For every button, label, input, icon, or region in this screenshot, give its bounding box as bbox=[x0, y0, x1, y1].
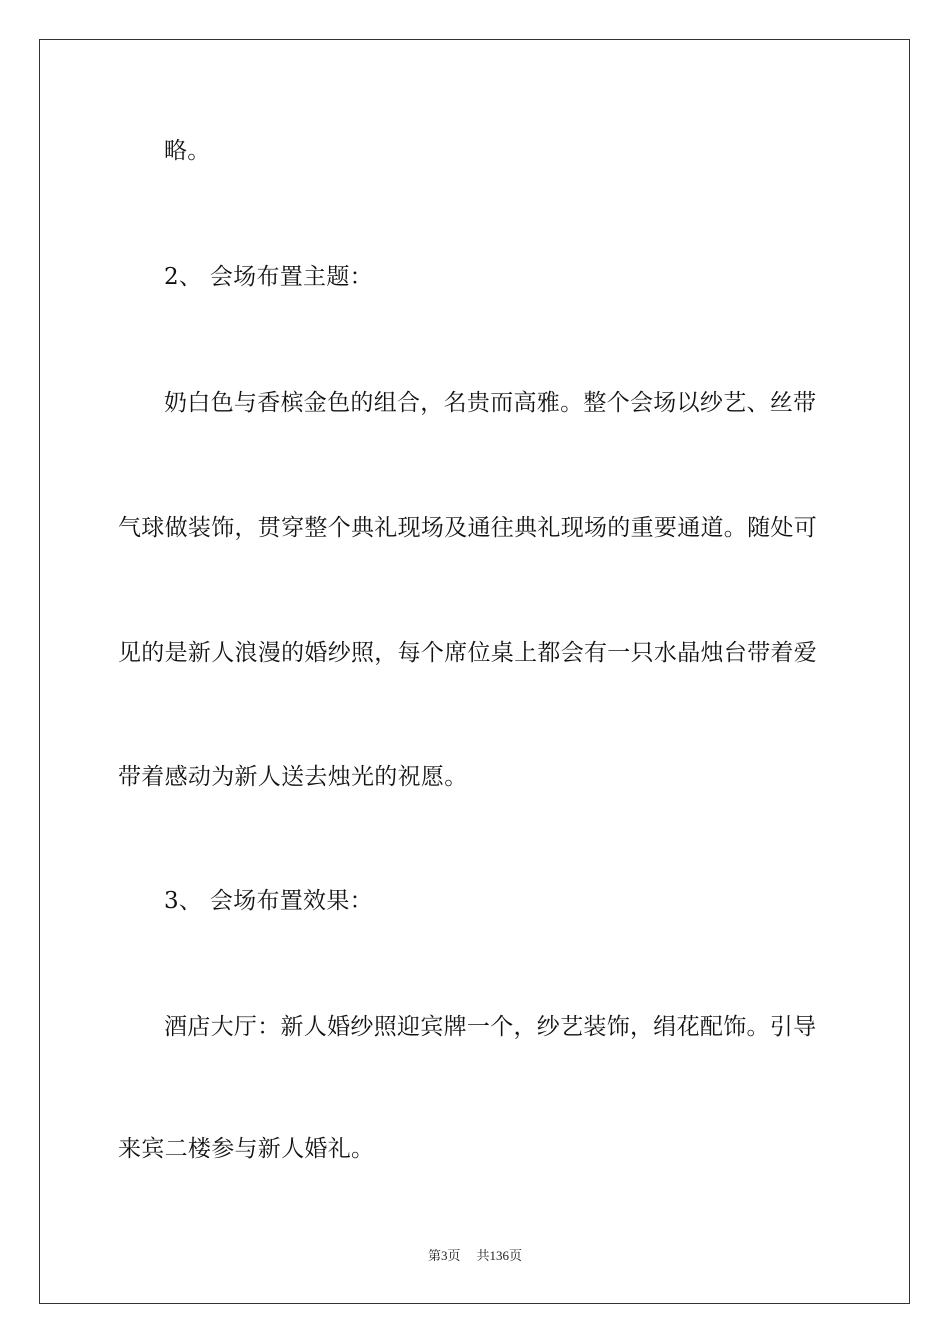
page-total: 共136页 bbox=[476, 1248, 523, 1263]
paragraph-line: 奶白色与香槟金色的组合，名贵而高雅。整个会场以纱艺、丝带 bbox=[164, 390, 817, 416]
page-number: 第3页 bbox=[427, 1248, 461, 1263]
paragraph-line: 见的是新人浪漫的婚纱照，每个席位桌上都会有一只水晶烛台带着爱 bbox=[118, 640, 817, 666]
paragraph-line: 带着感动为新人送去烛光的祝愿。 bbox=[118, 764, 468, 790]
page-footer bbox=[0, 1247, 950, 1265]
paragraph-line: 酒店大厅：新人婚纱照迎宾牌一个，纱艺装饰，绢花配饰。引导 bbox=[164, 1014, 817, 1040]
paragraph-line: 气球做装饰，贯穿整个典礼现场及通往典礼现场的重要通道。随处可 bbox=[118, 515, 817, 541]
section-heading: 3、 会场布置效果： bbox=[164, 888, 373, 914]
paragraph-line: 来宾二楼参与新人婚礼。 bbox=[118, 1136, 375, 1162]
page-border bbox=[39, 39, 910, 1304]
paragraph-line: 略。 bbox=[164, 138, 211, 164]
section-heading: 2、 会场布置主题： bbox=[164, 264, 373, 290]
